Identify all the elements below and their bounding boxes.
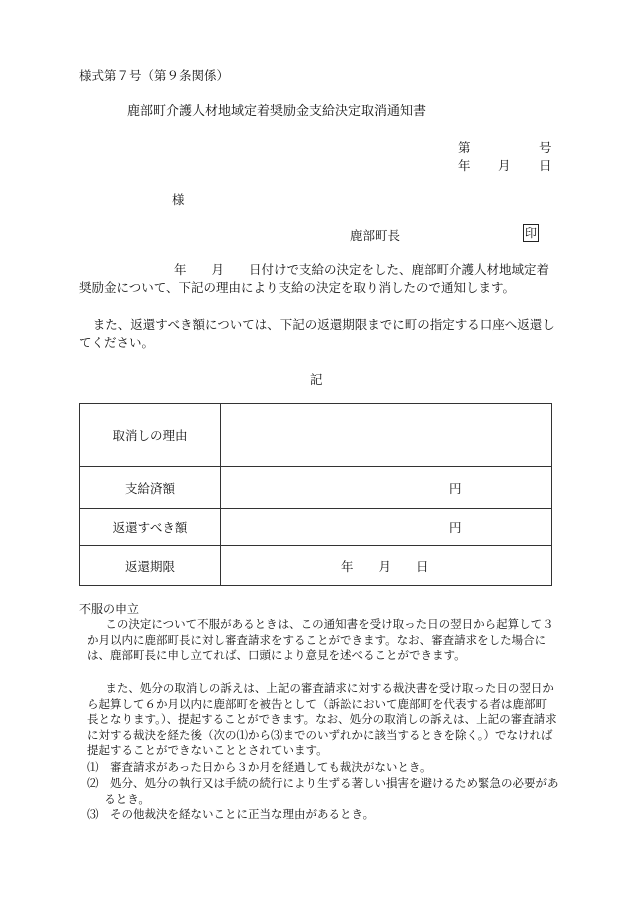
row-label: 取消しの理由 xyxy=(80,404,221,467)
body-paragraph-2: また、返還すべき額については、下記の返還期限までに町の指定する口座へ返還してください。 xyxy=(79,317,555,350)
form-number: 様式第７号（第９条関係） xyxy=(79,68,230,83)
row-value: 円 xyxy=(221,467,552,509)
issuer: 鹿部町長 xyxy=(350,228,401,243)
objection-item-1: ⑴ 審査請求があった日から３か月を経過しても裁決がないとき。 xyxy=(87,760,432,774)
seal-mark xyxy=(523,224,539,242)
row-value: 年 月 日 xyxy=(221,546,552,586)
row-value xyxy=(221,404,552,467)
row-value: 円 xyxy=(221,509,552,546)
table-row xyxy=(80,509,552,546)
table-row xyxy=(80,467,552,509)
addressee-suffix: 様 xyxy=(172,192,185,207)
seal-text: 印 xyxy=(524,226,537,240)
ki-heading: 記 xyxy=(310,372,323,387)
date-year: 年 xyxy=(458,158,471,173)
date-day: 日 xyxy=(539,158,552,173)
page-title: 鹿部町介護人材地域定着奨励金支給決定取消通知書 xyxy=(127,104,427,119)
details-table xyxy=(79,403,552,586)
objection-paragraph-1: この決定について不服があるときは、この通知書を受け取った日の翌日から起算して３か月以内に鹿部町長に対し審査請求をすることができます。なお、審査請求をした場合には、鹿部町長に申し立てれば、口頭により意見を述べることができます。 xyxy=(87,617,554,662)
objection-item-3: ⑶ その他裁決を経ないことに正当な理由があるとき。 xyxy=(87,807,375,821)
row-label: 返還すべき額 xyxy=(80,509,221,546)
doc-number-go: 号 xyxy=(539,140,552,155)
objection-item-2: ⑵ 処分、処分の執行又は手続の続行により生ずる著しい損害を避けるため緊急の必要があるとき。 xyxy=(87,776,559,806)
table-row xyxy=(80,404,552,467)
table-row xyxy=(80,546,552,586)
doc-number-dai: 第 xyxy=(458,140,471,155)
row-label: 返還期限 xyxy=(80,546,221,586)
row-label: 支給済額 xyxy=(80,467,221,509)
objection-heading: 不服の申立 xyxy=(79,602,140,616)
objection-paragraph-2: また、処分の取消しの訴えは、上記の審査請求に対する裁決書を受け取った日の翌日から起算して６か月以内に鹿部町を被告として（訴訟において鹿部町を代表する者は鹿部町長となります。）、提起することができます。なお、処分の取消しの訴えは、上記の審査請求に対する裁決を経た後（次の⑴から⑶までのいずれかに該当するときを除く。）でなければ提起することができないこととされています。 xyxy=(87,681,557,757)
body-paragraph-1: 年 月 日付けで支給の決定をした、鹿部町介護人材地域定着奨励金について、下記の理由により支給の決定を取り消したので通知します。 xyxy=(79,262,550,295)
date-month: 月 xyxy=(498,158,511,173)
